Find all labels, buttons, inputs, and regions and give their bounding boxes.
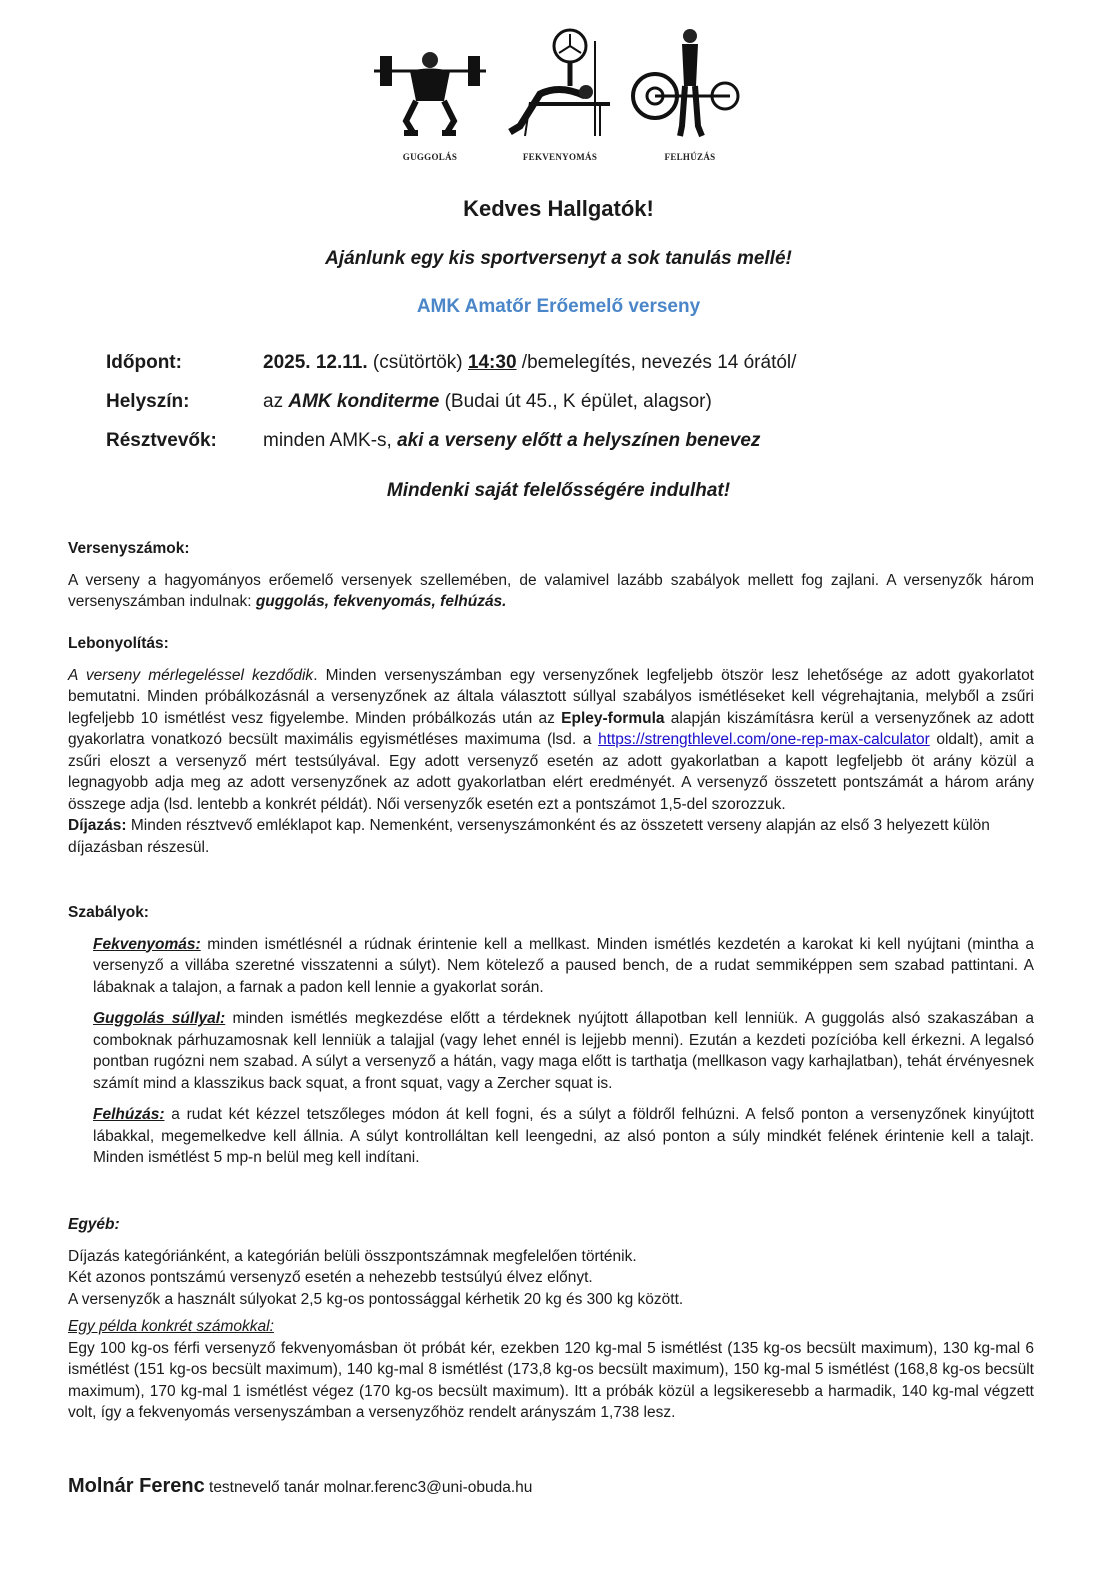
prize-label: Díjazás:	[68, 817, 127, 834]
figure-squat	[370, 26, 490, 166]
procedure-heading: Lebonyolítás:	[68, 635, 169, 652]
figure-caption: GUGGOLÁS	[402, 152, 458, 162]
participants-condition: aki a verseny előtt a helyszínen benevez	[397, 429, 761, 451]
prize-body: Minden résztvevő emléklapot kap. Nemenként, versenyszámonként és az összetett verseny alapján az első 3 helyezett külön díjazásban részesül.	[68, 817, 990, 856]
participants-prefix: minden AMK-s,	[263, 429, 398, 451]
place-value	[263, 391, 1006, 413]
prize-text	[68, 815, 1034, 858]
date-value	[263, 352, 1006, 374]
signature	[68, 1475, 532, 1498]
rules-heading: Szabályok:	[68, 904, 149, 921]
deadlift-figure-icon	[630, 26, 750, 146]
events-section	[68, 538, 1034, 613]
epley-formula: Epley-formula	[561, 709, 665, 727]
place-prefix: az	[263, 390, 289, 412]
squat-figure-icon	[370, 26, 490, 146]
rule-text: minden ismétlésnél a rúdnak érintenie kell a mellkast. Minden ismétlés kezdetén a karokat ki kell nyújtani (mintha a versenyző a villába szeretné visszatenni a súlyt). Nem kötelező a paused bench, de a rudat semmiképpen sem szabad pattintani. A lábaknak a talajon, a farnak a padon kell lennie a gyakorlat során.	[93, 935, 1034, 996]
figure-deadlift	[630, 26, 750, 166]
other-line: Két azonos pontszámú versenyző esetén a nehezebb testsúlyú élvez előnyt.	[68, 1269, 593, 1286]
page-title: Kedves Hallgatók!	[463, 196, 654, 221]
address: (Budai út 45., K épület, alagsor)	[439, 390, 712, 412]
figure-caption: FEKVENYOMÁS	[522, 152, 598, 162]
procedure-section	[68, 633, 1034, 858]
events-list: guggolás, fekvenyomás, felhúzás.	[255, 593, 507, 610]
example-heading: Egy példa konkrét számokkal:	[68, 1318, 274, 1335]
date-note: /bemelegítés, nevezés 14 órától/	[516, 351, 797, 373]
other-line: Díjazás kategóriánként, a kategórián belüli összpontszámnak megfelelően történik.	[68, 1247, 637, 1265]
rule-text: minden ismétlés megkezdése előtt a térdeknek nyújtott állapotban kell lenniük. A guggolás alsó szakaszában a comboknak párhuzamosnak kell lenniük a talajjal (vagy lehet ennél is lejjebb menni). Ezután a kezdeti pozícióba kell érkezni. A legalsó pontban rugózni nem szabad. A súlyt a versenyző a hátán, vagy maga előtt is tarthatja (mellkason vagy karhajlatban), tehát érvényesnek számít mind a klasszikus back squat, a front squat, vagy a Zercher squat is.	[93, 1010, 1034, 1092]
rule-name: Fekvenyomás:	[93, 935, 201, 953]
events-heading: Versenyszámok:	[68, 540, 190, 557]
start-time: 14:30	[467, 351, 517, 373]
rule-name: Felhúzás:	[93, 1106, 165, 1123]
info-row-date	[106, 343, 1006, 382]
figure-bench-press	[500, 26, 620, 166]
rule-deadlift	[93, 1104, 1034, 1169]
bench-press-figure-icon	[500, 26, 620, 146]
header-illustration	[360, 26, 760, 166]
info-row-place	[106, 382, 1006, 421]
procedure-body-1: . Minden versenyszámban egy versenyzőnek legfeljebb ötször lesz lehetősége az adott gyakorlatot bemutatni. Minden próbálkozásnál a versenyzőnek az általa választott súllyal szabályos ismétléseket kell végrehajtania, melyből a zsűri legfeljebb 10 ismétlést vesz figyelembe. Minden próbálkozás után az	[68, 666, 1034, 727]
other-section	[68, 1214, 1034, 1424]
procedure-body-3: oldalt), amit a zsűri eloszt a versenyző mért testsúlyával. Egy adott versenyző esetén az adott gyakorlatban a kapott legfeljebb öt arány közül a legnagyobb adja meg az adott versenyzőnek az adott gyakorlatban elért eredményét. A versenyző összetett pontszámát a három arány összege adja (lsd. lentebb a konkrét példát). Női versenyzők esetén ezt a pontszámot 1,5-del szorozzuk.	[68, 731, 1034, 813]
events-body: A verseny a hagyományos erőemelő versenyek szellemében, de valamivel lazább szabályok mellett fog zajlani. A versenyzők három versenyszámban indulnak:	[68, 571, 1034, 610]
calculator-link[interactable]: https://strengthlevel.com/one-rep-max-calculator	[598, 731, 930, 748]
signature-role: testnevelő tanár	[204, 1479, 324, 1496]
event-info	[106, 343, 1006, 460]
date-day: (csütörtök)	[367, 351, 468, 373]
venue: AMK konditerme	[288, 390, 440, 412]
signature-name: Molnár Ferenc	[68, 1475, 205, 1497]
signature-email[interactable]: molnar.ferenc3@uni-obuda.hu	[323, 1479, 533, 1496]
rules-section	[68, 902, 1034, 1169]
rule-name: Guggolás súllyal:	[93, 1010, 226, 1027]
rule-squat	[93, 1008, 1034, 1094]
events-text	[68, 570, 1034, 613]
procedure-body-2: alapján kiszámításra kerül a versenyzőnek az adott gyakorlatra vonatkozó becsült maximális egyismétléses maximuma (lsd. a	[68, 709, 1034, 748]
other-heading: Egyéb:	[68, 1216, 120, 1233]
participants-value	[263, 430, 1006, 452]
figure-caption: FELHÚZÁS	[664, 152, 716, 162]
procedure-intro: A verseny mérlegeléssel kezdődik	[68, 666, 314, 684]
procedure-text	[68, 665, 1034, 816]
info-row-participants	[106, 421, 1006, 460]
tagline: Mindenki saját felelősségére indulhat!	[386, 480, 731, 501]
place-label: Helyszín:	[106, 390, 190, 412]
rule-bench-press	[93, 934, 1034, 999]
other-line: A versenyzők a használt súlyokat 2,5 kg-os pontossággal kérhetik 20 kg és 300 kg között.	[68, 1290, 684, 1308]
date-bold: 2025. 12.11.	[263, 351, 368, 373]
date-label: Időpont:	[106, 351, 182, 373]
example-text: Egy 100 kg-os férfi versenyző fekvenyomásban öt próbát kér, ezekben 120 kg-mal 5 ismétlést (135 kg-os becsült maximum), 130 kg-mal 6 ismétlést (151 kg-os becsült maximum), 140 kg-mal 8 ismétlést (173,8 kg-os becsült maximum), 150 kg-mal 5 ismétlést (168,8 kg-os becsült maximum), 170 kg-mal 1 ismétlést végez (170 kg-os becsült maximum). Itt a próbák közül a legsikeresebb a harmadik, 140 kg-mal végzett volt, így a fekvenyomás versenyszámban a versenyzőhöz rendelt arányszám 1,738 lesz.	[68, 1339, 1034, 1421]
subtitle: Ajánlunk egy kis sportversenyt a sok tanulás mellé!	[325, 248, 792, 269]
participants-label: Résztvevők:	[106, 429, 217, 451]
event-name: AMK Amatőr Erőemelő verseny	[416, 296, 701, 317]
rule-text: a rudat két kézzel tetszőleges módon át kell fogni, és a súlyt a földről felhúzni. A felső ponton a versenyzőnek kinyújtott lábakkal, megemelkedve kell állnia. A súlyt kontrolláltan kell leengedni, az alsó ponton a súly mindkét felének érintenie kell a talajt. Minden ismétlést 5 mp-n belül meg kell indítani.	[93, 1106, 1034, 1166]
